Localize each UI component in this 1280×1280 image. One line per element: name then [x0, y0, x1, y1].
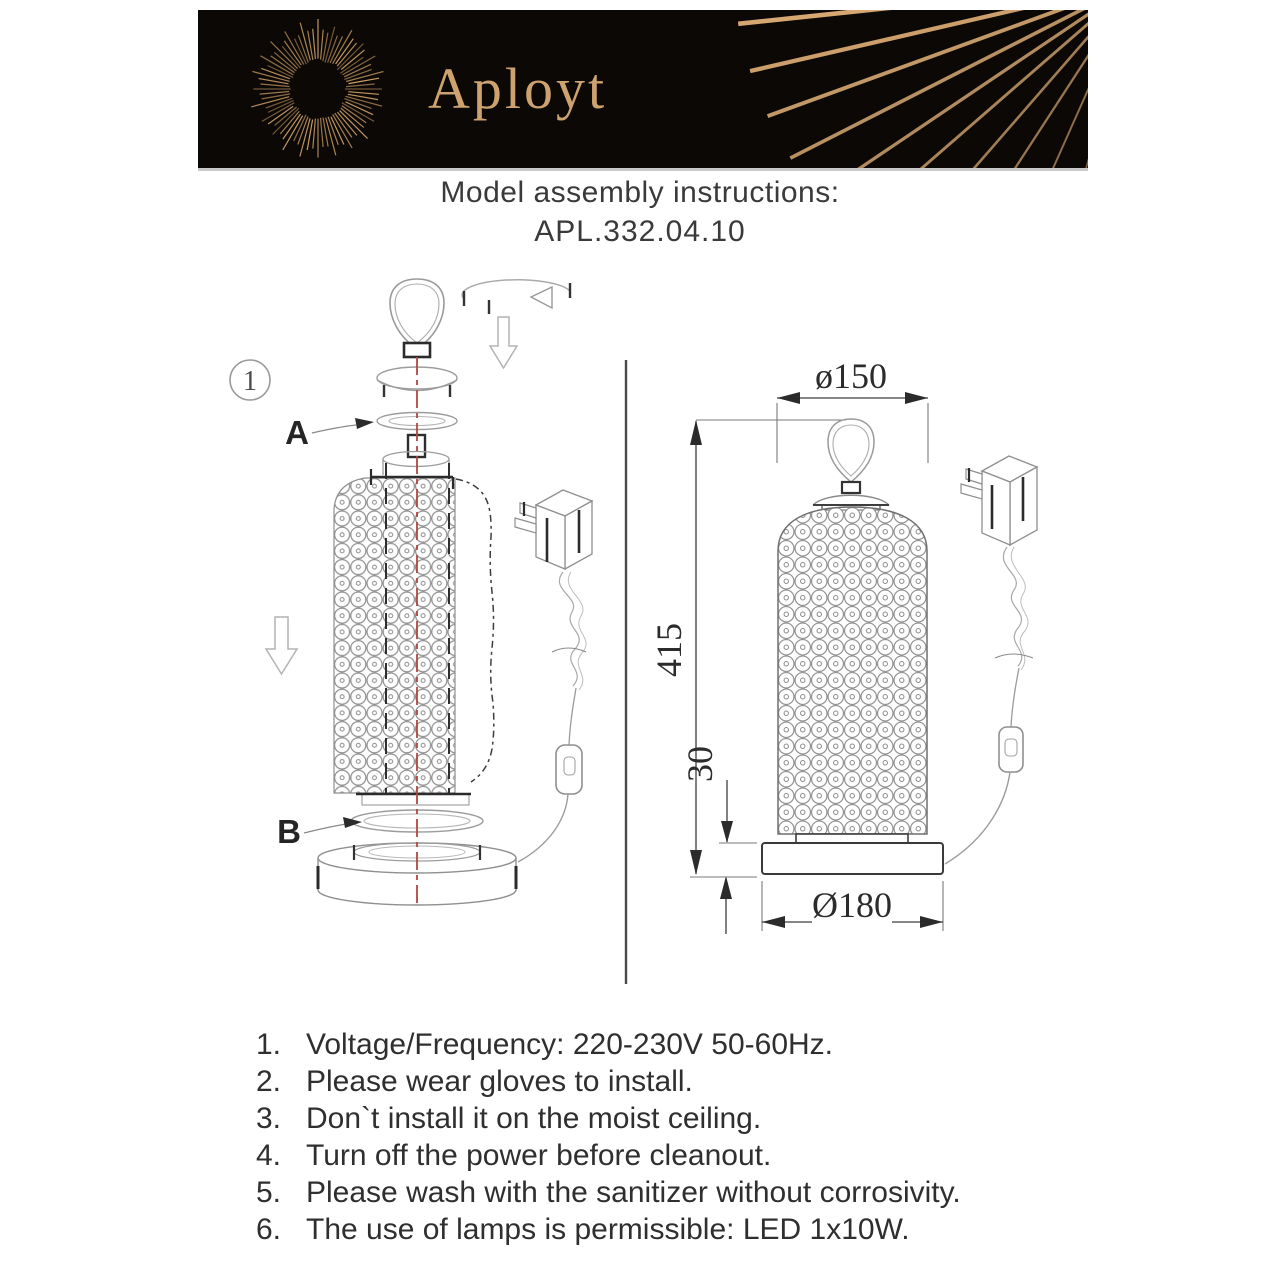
- instruction-item: [256, 1174, 961, 1211]
- power-cord: [518, 572, 586, 862]
- lamp-base: [762, 843, 943, 874]
- sunburst-logo-icon: [251, 19, 383, 158]
- instruction-item: [256, 1211, 961, 1248]
- instruction-number: 2.: [256, 1065, 282, 1098]
- instruction-number: 5.: [256, 1176, 282, 1209]
- glass-shade: [778, 507, 927, 834]
- dimension-view: [649, 356, 1037, 934]
- instructions-list: [256, 1026, 961, 1248]
- cord-switch: [999, 727, 1023, 772]
- step-number-badge: [230, 360, 270, 400]
- part-label-a: A: [285, 414, 309, 451]
- handle-connector: [842, 482, 860, 493]
- instruction-text: Don`t install it on the moist ceiling.: [306, 1102, 762, 1135]
- dim-top-diameter: [777, 356, 928, 463]
- rotate-arrow-icon: [462, 280, 570, 314]
- instruction-text: Voltage/Frequency: 220-230V 50-60Hz.: [306, 1028, 834, 1061]
- dim-height-label: 415: [649, 623, 689, 677]
- instruction-text: The use of lamps is permissible: LED 1x10W.: [306, 1213, 910, 1246]
- page-title: Model assembly instructions:: [440, 176, 840, 209]
- instruction-number: 4.: [256, 1139, 282, 1172]
- instruction-text: Please wash with the sanitizer without corrosivity.: [306, 1176, 961, 1209]
- brand-name: Aployt: [428, 56, 608, 121]
- instruction-item: [256, 1100, 961, 1137]
- handle-connector: [404, 343, 430, 357]
- base-plate: [796, 834, 908, 843]
- power-adapter: [961, 456, 1037, 545]
- title-block: [0, 176, 1280, 249]
- instruction-item: [256, 1137, 961, 1174]
- model-number: APL.332.04.10: [534, 215, 746, 248]
- instruction-number: 6.: [256, 1213, 282, 1246]
- dim-base-diameter: [762, 881, 943, 931]
- exploded-view: [230, 279, 592, 906]
- banner-art: [198, 10, 1088, 168]
- brand-banner: [198, 10, 1088, 171]
- dim-base-height-label: 30: [680, 746, 720, 782]
- instruction-item: [256, 1063, 961, 1100]
- instruction-number: 3.: [256, 1102, 282, 1135]
- dim-base-height: [680, 746, 757, 934]
- handle-loop: [390, 279, 444, 349]
- instruction-number: 1.: [256, 1028, 282, 1061]
- glass-shade: [334, 463, 494, 805]
- cord-switch: [556, 745, 582, 794]
- instruction-text: Please wear gloves to install.: [306, 1065, 693, 1098]
- part-a-callout: [285, 414, 374, 451]
- power-cord: [945, 547, 1033, 864]
- corner-rays-decoration: [738, 10, 1088, 168]
- down-arrow-icon: [490, 317, 517, 368]
- part-label-b: B: [277, 813, 301, 850]
- technical-diagram: [215, 262, 1065, 1002]
- dim-top-diameter-label: ø150: [815, 356, 887, 396]
- handle-loop: [828, 419, 874, 482]
- step-number-label: 1: [243, 366, 257, 397]
- instruction-text: Turn off the power before cleanout.: [306, 1139, 772, 1172]
- instruction-item: [256, 1026, 961, 1063]
- power-adapter: [515, 490, 592, 569]
- dim-base-diameter-label: Ø180: [812, 885, 892, 925]
- down-arrow-icon: [266, 617, 297, 674]
- part-b-callout: [277, 813, 362, 850]
